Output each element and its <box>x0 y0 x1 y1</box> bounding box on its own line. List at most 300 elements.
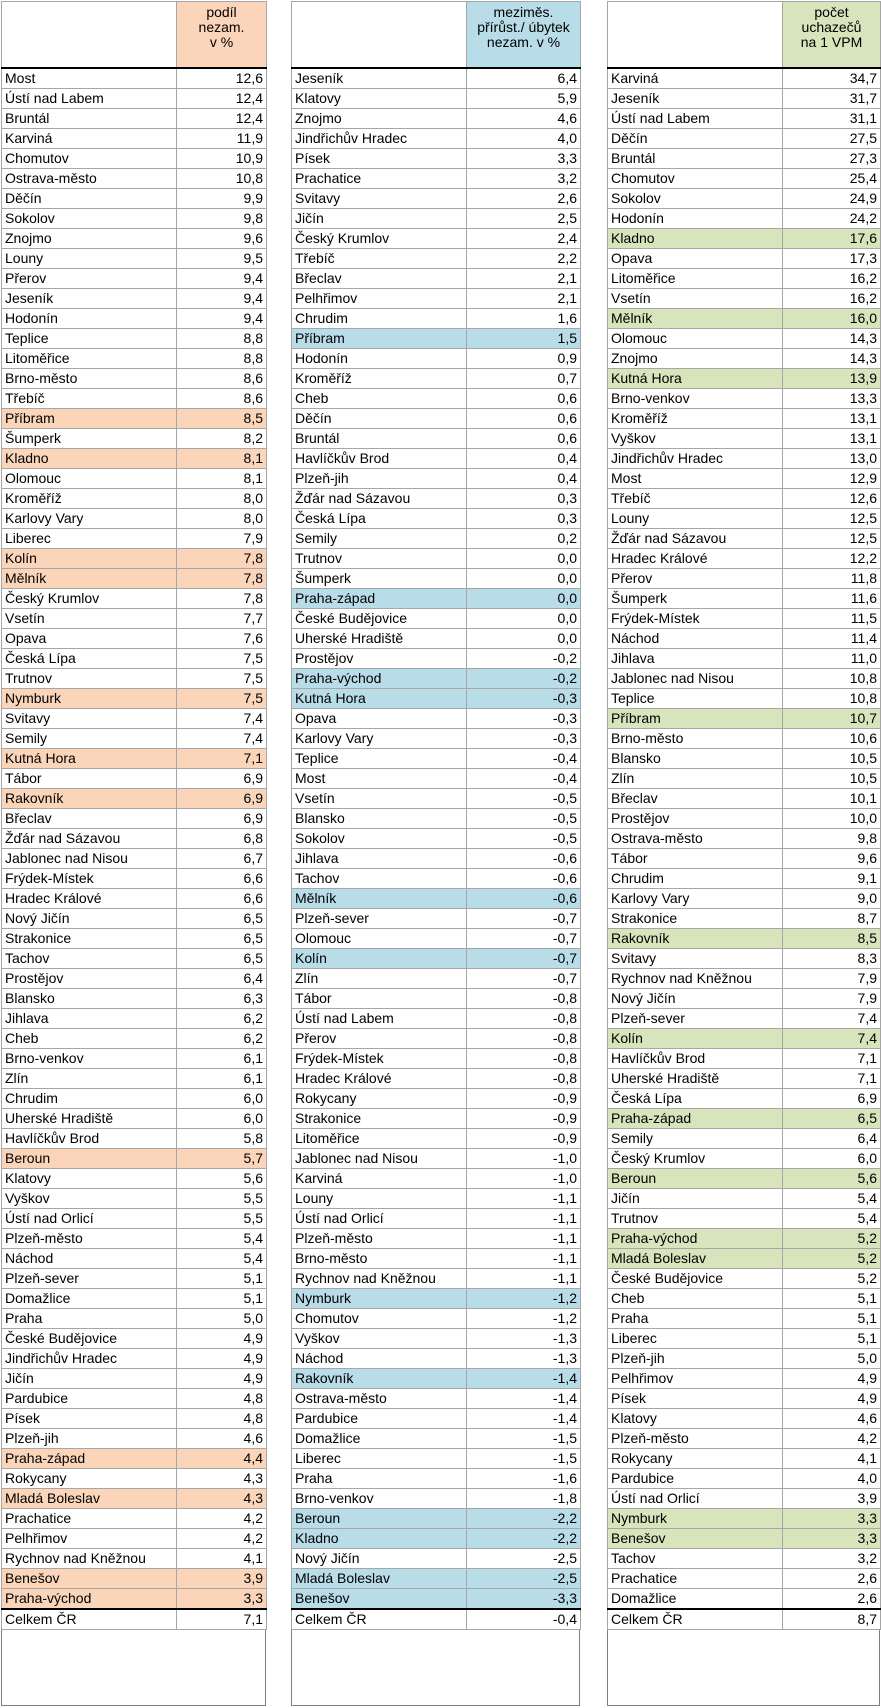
table-row <box>2 289 267 309</box>
district-value: 5,6 <box>783 1169 881 1189</box>
table-row <box>292 1309 581 1329</box>
table-row <box>292 469 581 489</box>
district-value: 8,5 <box>783 929 881 949</box>
district-value: 2,5 <box>467 209 581 229</box>
table-row <box>292 829 581 849</box>
district-value: -0,6 <box>467 869 581 889</box>
table-row <box>2 349 267 369</box>
district-value: 0,0 <box>467 589 581 609</box>
district-value: -0,9 <box>467 1129 581 1149</box>
table-row <box>608 1389 881 1409</box>
column-header-line: meziměs. <box>493 4 554 20</box>
table-row <box>608 1529 881 1549</box>
table-row <box>608 669 881 689</box>
district-name: Plzeň-město <box>608 1429 783 1449</box>
district-name: Louny <box>292 1189 467 1209</box>
district-value: 6,4 <box>783 1129 881 1149</box>
district-value: 5,1 <box>783 1289 881 1309</box>
table-row <box>608 1509 881 1529</box>
district-value: -0,8 <box>467 989 581 1009</box>
district-name: Rakovník <box>608 929 783 949</box>
district-name: Jihlava <box>2 1009 177 1029</box>
district-value: 4,0 <box>467 129 581 149</box>
table-row <box>292 769 581 789</box>
district-value: -0,5 <box>467 829 581 849</box>
district-value: 6,2 <box>177 1009 267 1029</box>
district-value: 2,4 <box>467 229 581 249</box>
table-row <box>2 389 267 409</box>
district-value: -0,5 <box>467 789 581 809</box>
district-name: Ústí nad Labem <box>608 109 783 129</box>
district-value: 6,2 <box>177 1029 267 1049</box>
table-row <box>608 1349 881 1369</box>
district-name: Teplice <box>292 749 467 769</box>
table-row <box>608 689 881 709</box>
district-value: 8,7 <box>783 909 881 929</box>
district-name: Strakonice <box>2 929 177 949</box>
district-value: 9,9 <box>177 189 267 209</box>
district-value: 9,4 <box>177 289 267 309</box>
district-name: Kutná Hora <box>2 749 177 769</box>
district-name: Brno-město <box>292 1249 467 1269</box>
district-name: Mladá Boleslav <box>292 1569 467 1589</box>
table-row <box>292 489 581 509</box>
district-value: 9,4 <box>177 269 267 289</box>
district-name: Třebíč <box>608 489 783 509</box>
district-name: Břeclav <box>292 269 467 289</box>
district-value: -0,8 <box>467 1049 581 1069</box>
table-row <box>2 329 267 349</box>
table-row <box>2 209 267 229</box>
district-value: -2,2 <box>467 1509 581 1529</box>
table-row <box>608 349 881 369</box>
table-row <box>2 68 267 89</box>
table-row <box>292 1189 581 1209</box>
district-name: Klatovy <box>608 1409 783 1429</box>
table-row <box>608 289 881 309</box>
district-name: Brno-venkov <box>2 1049 177 1069</box>
district-name: Hodonín <box>2 309 177 329</box>
table-row <box>292 1089 581 1109</box>
district-name: Hodonín <box>608 209 783 229</box>
table-row <box>608 369 881 389</box>
table-row <box>608 509 881 529</box>
table-row <box>608 229 881 249</box>
table-row <box>2 1589 267 1610</box>
table-row <box>608 409 881 429</box>
district-value: 1,5 <box>467 329 581 349</box>
district-value: -0,7 <box>467 969 581 989</box>
district-value: 4,2 <box>177 1509 267 1529</box>
district-value: 7,1 <box>783 1069 881 1089</box>
table-row <box>292 989 581 1009</box>
district-name: Šumperk <box>2 429 177 449</box>
district-name: Zlín <box>608 769 783 789</box>
table-row <box>292 929 581 949</box>
table-row <box>2 789 267 809</box>
table-row <box>2 649 267 669</box>
district-value: 2,1 <box>467 289 581 309</box>
district-value: -1,2 <box>467 1289 581 1309</box>
column-header-line: přírůst./ úbytek <box>477 19 570 35</box>
district-name: Prostějov <box>608 809 783 829</box>
district-value: 2,2 <box>467 249 581 269</box>
district-value: 7,8 <box>177 549 267 569</box>
district-value: 4,6 <box>177 1429 267 1449</box>
district-value: 3,3 <box>467 149 581 169</box>
district-name: Nový Jičín <box>292 1549 467 1569</box>
district-name: Beroun <box>292 1509 467 1529</box>
district-name: Pardubice <box>292 1409 467 1429</box>
district-name: Karviná <box>2 129 177 149</box>
district-name: Pelhřimov <box>608 1369 783 1389</box>
table-row <box>608 989 881 1009</box>
district-name: Praha-východ <box>2 1589 177 1610</box>
district-name: Prachatice <box>292 169 467 189</box>
table-row <box>608 449 881 469</box>
district-name: Strakonice <box>608 909 783 929</box>
header-blank-cell <box>608 2 783 69</box>
district-name: Jablonec nad Nisou <box>292 1149 467 1169</box>
table-row <box>2 709 267 729</box>
district-name: Mladá Boleslav <box>2 1489 177 1509</box>
table-row <box>608 489 881 509</box>
table-row <box>292 529 581 549</box>
table-row <box>2 1209 267 1229</box>
district-value: 8,5 <box>177 409 267 429</box>
district-name: Tábor <box>608 849 783 869</box>
district-value: 3,2 <box>467 169 581 189</box>
district-value: 7,4 <box>177 729 267 749</box>
district-name: Brno-město <box>608 729 783 749</box>
table-row <box>292 289 581 309</box>
table-row <box>608 1329 881 1349</box>
table-row <box>292 909 581 929</box>
table-row <box>608 189 881 209</box>
table-row <box>2 689 267 709</box>
district-name: Plzeň-jih <box>292 469 467 489</box>
district-value: 9,5 <box>177 249 267 269</box>
district-value: 1,6 <box>467 309 581 329</box>
district-name: Vyškov <box>2 1189 177 1209</box>
table-row <box>608 1029 881 1049</box>
district-name: Mělník <box>292 889 467 909</box>
table-row <box>2 189 267 209</box>
district-name: Jindřichův Hradec <box>608 449 783 469</box>
district-value: -0,9 <box>467 1089 581 1109</box>
district-name: Praha <box>292 1469 467 1489</box>
table-row <box>608 709 881 729</box>
table-row <box>292 949 581 969</box>
district-name: Brno-město <box>2 369 177 389</box>
district-value: 3,3 <box>783 1529 881 1549</box>
table-row <box>2 1249 267 1269</box>
table-row <box>292 1549 581 1569</box>
table-row <box>2 1029 267 1049</box>
district-value: 4,0 <box>783 1469 881 1489</box>
district-name: Zlín <box>2 1069 177 1089</box>
district-name: Jeseník <box>2 289 177 309</box>
district-value: 13,1 <box>783 429 881 449</box>
district-name: Přerov <box>292 1029 467 1049</box>
table-row <box>292 1109 581 1129</box>
district-value: 6,1 <box>177 1069 267 1089</box>
table-row <box>608 949 881 969</box>
table-row <box>608 169 881 189</box>
total-label: Celkem ČR <box>292 1609 467 1630</box>
district-value: 6,4 <box>177 969 267 989</box>
district-value: 6,6 <box>177 869 267 889</box>
district-value: 4,6 <box>783 1409 881 1429</box>
district-name: Mělník <box>608 309 783 329</box>
district-value: 5,2 <box>783 1229 881 1249</box>
district-name: Kolín <box>2 549 177 569</box>
district-name: Kladno <box>2 449 177 469</box>
district-value: 5,6 <box>177 1169 267 1189</box>
table-row <box>2 1269 267 1289</box>
district-value: 5,1 <box>783 1329 881 1349</box>
district-name: Uherské Hradiště <box>608 1069 783 1089</box>
district-name: Kroměříž <box>2 489 177 509</box>
district-value: 4,9 <box>177 1349 267 1369</box>
district-name: Tachov <box>292 869 467 889</box>
district-name: Chomutov <box>608 169 783 189</box>
district-name: Pardubice <box>2 1389 177 1409</box>
table-row <box>608 649 881 669</box>
total-value: 8,7 <box>783 1609 881 1630</box>
column-header-line: nezam. <box>198 19 245 35</box>
district-value: 9,6 <box>783 849 881 869</box>
table-row <box>2 369 267 389</box>
table-row <box>2 449 267 469</box>
table-row <box>2 149 267 169</box>
table-row <box>608 1129 881 1149</box>
district-value: 3,3 <box>177 1589 267 1610</box>
district-name: Písek <box>2 1409 177 1429</box>
table-row <box>292 129 581 149</box>
district-value: 7,5 <box>177 689 267 709</box>
district-value: 16,2 <box>783 289 881 309</box>
total-row <box>608 1609 881 1630</box>
district-name: Šumperk <box>608 589 783 609</box>
district-name: České Budějovice <box>292 609 467 629</box>
table-row <box>608 929 881 949</box>
district-name: Pelhřimov <box>292 289 467 309</box>
column-header-line: v % <box>209 34 234 50</box>
table-row <box>608 389 881 409</box>
table-row <box>292 1489 581 1509</box>
district-name: Frýdek-Místek <box>2 869 177 889</box>
table-row <box>292 1229 581 1249</box>
district-name: Teplice <box>2 329 177 349</box>
district-value: 6,5 <box>783 1109 881 1129</box>
table-row <box>292 1249 581 1269</box>
table-row <box>2 1329 267 1349</box>
district-value: 8,6 <box>177 389 267 409</box>
column-header-line: podíl <box>206 4 237 20</box>
district-name: Děčín <box>2 189 177 209</box>
district-value: 8,2 <box>177 429 267 449</box>
district-value: 14,3 <box>783 329 881 349</box>
table-row <box>2 89 267 109</box>
district-name: Příbram <box>608 709 783 729</box>
district-name: Most <box>608 469 783 489</box>
table-row <box>608 1569 881 1589</box>
district-value: 8,8 <box>177 329 267 349</box>
district-value: 24,2 <box>783 209 881 229</box>
district-name: Český Krumlov <box>292 229 467 249</box>
district-value: 8,0 <box>177 489 267 509</box>
district-name: Tábor <box>292 989 467 1009</box>
district-name: Karviná <box>292 1169 467 1189</box>
district-value: 0,9 <box>467 349 581 369</box>
district-value: 0,3 <box>467 509 581 529</box>
district-name: Ústí nad Labem <box>292 1009 467 1029</box>
table-row <box>608 809 881 829</box>
table-row <box>292 249 581 269</box>
table-row <box>2 549 267 569</box>
district-name: Opava <box>608 249 783 269</box>
district-name: Havlíčkův Brod <box>292 449 467 469</box>
district-value: -1,5 <box>467 1429 581 1449</box>
district-name: Klatovy <box>292 89 467 109</box>
district-name: Strakonice <box>292 1109 467 1129</box>
table-row <box>2 1529 267 1549</box>
table-row <box>2 949 267 969</box>
table-row <box>608 249 881 269</box>
district-value: 9,0 <box>783 889 881 909</box>
district-value: 4,9 <box>783 1389 881 1409</box>
district-value: 9,1 <box>783 869 881 889</box>
table-row <box>2 1369 267 1389</box>
district-value: 17,6 <box>783 229 881 249</box>
table-row <box>2 669 267 689</box>
header-row <box>292 2 581 69</box>
district-value: 11,5 <box>783 609 881 629</box>
district-name: Semily <box>608 1129 783 1149</box>
district-value: -1,0 <box>467 1149 581 1169</box>
district-value: 12,4 <box>177 109 267 129</box>
district-value: -0,8 <box>467 1009 581 1029</box>
district-value: 7,4 <box>783 1009 881 1029</box>
table-row <box>2 169 267 189</box>
table-row <box>292 349 581 369</box>
district-name: Uherské Hradiště <box>292 629 467 649</box>
district-name: Jeseník <box>608 89 783 109</box>
district-name: Tachov <box>2 949 177 969</box>
table-row <box>2 129 267 149</box>
district-value: 5,5 <box>177 1189 267 1209</box>
district-value: 3,9 <box>783 1489 881 1509</box>
table-row <box>2 1129 267 1149</box>
district-name: Rokycany <box>292 1089 467 1109</box>
district-name: Rychnov nad Kněžnou <box>608 969 783 989</box>
district-value: 2,6 <box>783 1569 881 1589</box>
table-row <box>608 68 881 89</box>
district-name: Louny <box>2 249 177 269</box>
table-row <box>2 529 267 549</box>
table-row <box>2 629 267 649</box>
district-name: Benešov <box>2 1569 177 1589</box>
table-row <box>608 849 881 869</box>
district-value: -0,2 <box>467 669 581 689</box>
district-name: Pardubice <box>608 1469 783 1489</box>
district-name: Jindřichův Hradec <box>292 129 467 149</box>
column-header-line: počet <box>814 4 849 20</box>
table-row <box>292 1149 581 1169</box>
column-header-line: uchazečů <box>801 19 862 35</box>
district-value: -0,3 <box>467 709 581 729</box>
district-value: 7,9 <box>783 989 881 1009</box>
district-name: Louny <box>608 509 783 529</box>
district-value: 5,1 <box>783 1309 881 1329</box>
table-row <box>2 429 267 449</box>
district-name: Frýdek-Místek <box>292 1049 467 1069</box>
table-row <box>608 109 881 129</box>
table-unemployment-share <box>1 1 267 1630</box>
table-row <box>292 329 581 349</box>
district-value: 16,2 <box>783 269 881 289</box>
district-name: Ústí nad Orlicí <box>608 1489 783 1509</box>
district-value: 2,6 <box>467 189 581 209</box>
district-value: -2,5 <box>467 1549 581 1569</box>
district-value: -1,1 <box>467 1189 581 1209</box>
district-value: 0,0 <box>467 629 581 649</box>
district-value: 11,8 <box>783 569 881 589</box>
district-name: Jeseník <box>292 68 467 89</box>
district-name: Litoměřice <box>608 269 783 289</box>
district-value: 3,9 <box>177 1569 267 1589</box>
district-name: Jablonec nad Nisou <box>2 849 177 869</box>
district-value: 12,6 <box>783 489 881 509</box>
table-row <box>292 1389 581 1409</box>
table-row <box>292 1329 581 1349</box>
district-value: 7,1 <box>177 749 267 769</box>
district-name: Ostrava-město <box>608 829 783 849</box>
table-row <box>608 1069 881 1089</box>
district-value: -1,8 <box>467 1489 581 1509</box>
district-name: Plzeň-město <box>2 1229 177 1249</box>
district-name: Plzeň-sever <box>2 1269 177 1289</box>
district-name: Havlíčkův Brod <box>608 1049 783 1069</box>
table-row <box>292 809 581 829</box>
district-value: 6,0 <box>783 1149 881 1169</box>
district-name: Plzeň-jih <box>608 1349 783 1369</box>
district-value: 11,6 <box>783 589 881 609</box>
table-row <box>608 789 881 809</box>
table-row <box>2 1229 267 1249</box>
table-row <box>608 609 881 629</box>
district-name: Náchod <box>292 1349 467 1369</box>
district-name: Liberec <box>608 1329 783 1349</box>
district-value: 4,3 <box>177 1469 267 1489</box>
table-row <box>2 589 267 609</box>
table-row <box>608 1589 881 1610</box>
district-name: Vsetín <box>292 789 467 809</box>
district-value: 10,0 <box>783 809 881 829</box>
district-value: -1,2 <box>467 1309 581 1329</box>
column-header-line: nezam. v % <box>486 34 561 50</box>
district-value: 9,8 <box>783 829 881 849</box>
district-name: Jičín <box>292 209 467 229</box>
district-value: 6,0 <box>177 1109 267 1129</box>
district-name: Jihlava <box>292 849 467 869</box>
district-value: -0,9 <box>467 1109 581 1129</box>
district-name: Hradec Králové <box>2 889 177 909</box>
district-name: Kroměříž <box>292 369 467 389</box>
table-row <box>608 1249 881 1269</box>
district-name: Karlovy Vary <box>608 889 783 909</box>
